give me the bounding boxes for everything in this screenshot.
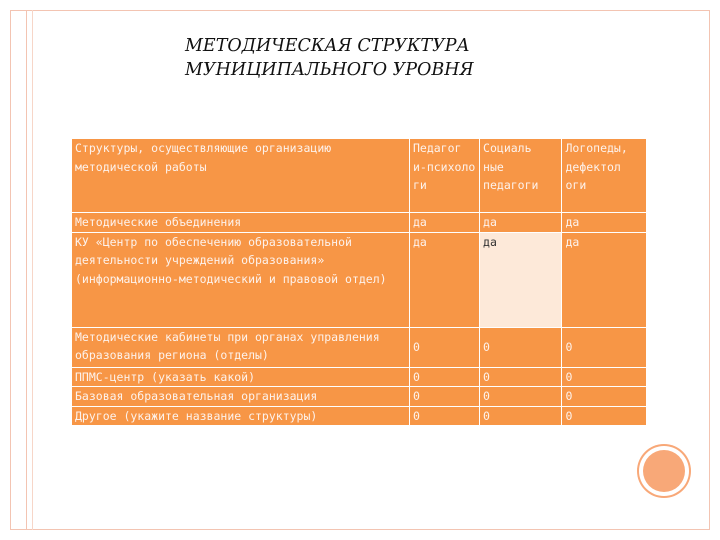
row-value: 0 xyxy=(562,367,647,387)
row-value: 0 xyxy=(409,387,479,407)
row-value: да xyxy=(480,232,562,327)
row-label: Базовая образовательная организация xyxy=(72,387,410,407)
row-value: 0 xyxy=(409,327,479,367)
row-label: Другое (укажите название структуры) xyxy=(72,406,410,426)
row-label: ППМС-центр (указать какой) xyxy=(72,367,410,387)
row-value: 0 xyxy=(562,327,647,367)
title-line-2: МУНИЦИПАЛЬНОГО УРОВНЯ xyxy=(185,60,474,80)
decorative-circle-icon xyxy=(643,450,685,492)
row-value: да xyxy=(409,232,479,327)
structures-table xyxy=(71,138,647,426)
table-row xyxy=(72,387,647,407)
row-value: да xyxy=(480,213,562,233)
table-row xyxy=(72,213,647,233)
row-value: 0 xyxy=(480,387,562,407)
table-row xyxy=(72,327,647,367)
row-value: 0 xyxy=(480,367,562,387)
row-value: 0 xyxy=(409,367,479,387)
header-cell-psychologists: Педагог и-психоло ги xyxy=(409,139,479,213)
table-header-row xyxy=(72,139,647,213)
header-cell-structures: Структуры, осуществляющие организацию методической работы xyxy=(72,139,410,213)
frame-left-rule xyxy=(26,10,27,530)
row-value: 0 xyxy=(480,327,562,367)
row-label: КУ «Центр по обеспечению образовательной деятельности учреждений образования» (информационно-методический и правовой отдел) xyxy=(72,232,410,327)
row-value: 0 xyxy=(562,406,647,426)
row-value: да xyxy=(409,213,479,233)
header-cell-social: Социаль ные педагоги xyxy=(480,139,562,213)
row-value: 0 xyxy=(409,406,479,426)
row-value: да xyxy=(562,232,647,327)
row-label: Методические объединения xyxy=(72,213,410,233)
table-row xyxy=(72,406,647,426)
table-row xyxy=(72,367,647,387)
row-value: 0 xyxy=(480,406,562,426)
header-cell-speech: Логопеды, дефектол оги xyxy=(562,139,647,213)
row-value: 0 xyxy=(562,387,647,407)
frame-left-rule-inner xyxy=(32,10,33,530)
page-title xyxy=(185,34,474,82)
row-value: да xyxy=(562,213,647,233)
title-line-1: МЕТОДИЧЕСКАЯ СТРУКТУРА xyxy=(185,36,470,56)
table-row xyxy=(72,232,647,327)
row-label: Методические кабинеты при органах управления образования региона (отделы) xyxy=(72,327,410,367)
